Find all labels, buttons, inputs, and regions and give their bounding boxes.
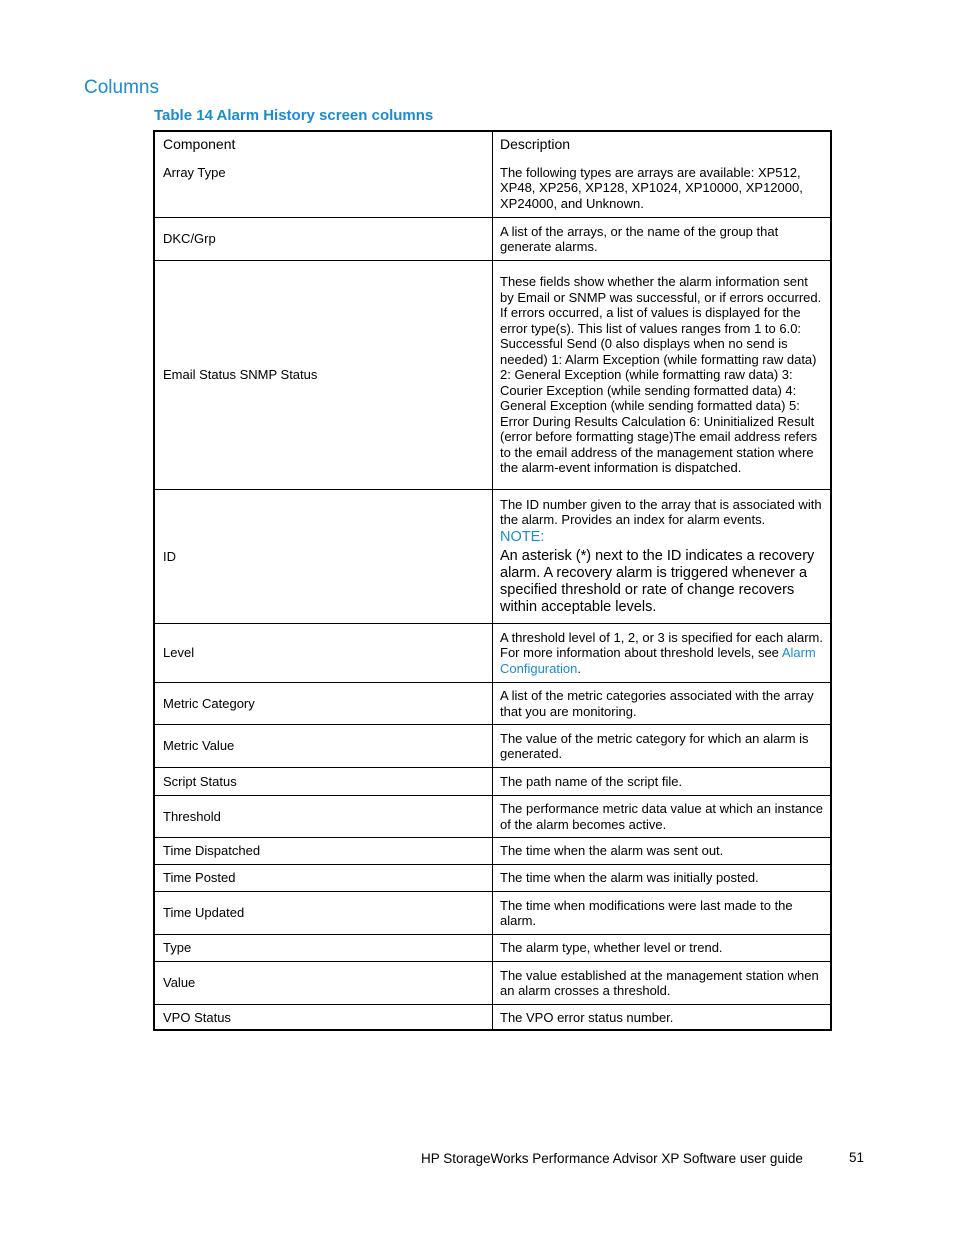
table-row bbox=[154, 795, 831, 837]
component-cell: Value bbox=[154, 961, 493, 1004]
table-row bbox=[154, 724, 831, 767]
component-cell: Level bbox=[154, 623, 493, 682]
alarm-history-columns-table bbox=[153, 130, 832, 1031]
section-title: Columns bbox=[84, 77, 159, 98]
table-row bbox=[154, 1004, 831, 1030]
component-cell: VPO Status bbox=[154, 1004, 493, 1030]
component-cell: Threshold bbox=[154, 795, 493, 837]
component-cell bbox=[154, 131, 493, 217]
component-label: Array Type bbox=[163, 164, 226, 180]
component-cell: Metric Category bbox=[154, 682, 493, 724]
component-cell: ID bbox=[154, 489, 493, 623]
table-row bbox=[154, 891, 831, 934]
table-row bbox=[154, 217, 831, 260]
description-cell: The time when the alarm was initially posted. bbox=[493, 864, 832, 891]
description-suffix: . bbox=[577, 660, 581, 676]
component-cell: DKC/Grp bbox=[154, 217, 493, 260]
description-cell: The VPO error status number. bbox=[493, 1004, 832, 1030]
component-cell: Type bbox=[154, 934, 493, 961]
description-cell: The value established at the management station when an alarm crosses a threshold. bbox=[493, 961, 832, 1004]
description-text: The ID number given to the array that is associated with the alarm. Provides an index for alarm events. bbox=[500, 496, 822, 528]
table-row bbox=[154, 623, 831, 682]
table-row bbox=[154, 767, 831, 795]
description-cell: These fields show whether the alarm information sent by Email or SNMP was successful, or if errors occurred. If errors occurred, a list of values is displayed for the error type(s). This list of values ranges from 1 to 6.0: Successful Send (0 also displays when no send is needed) 1: Alarm Exception (while formatting raw data) 2: General Exception (while formatting raw data) 3: Courier Exception (while sending formatted data) 4: General Exception (while sending formatted data) 5: Error During Results Calculation 6: Uninitialized Result (error before formatting stage)The email address refers to the email address of the management station where the alarm-event information is dispatched. bbox=[493, 260, 832, 489]
description-text: A threshold level of 1, 2, or 3 is specified for each alarm. For more information about threshold levels, see bbox=[500, 629, 824, 661]
table-row bbox=[154, 864, 831, 891]
page-number: 51 bbox=[849, 1150, 865, 1165]
description-cell: A list of the metric categories associated with the array that you are monitoring. bbox=[493, 682, 832, 724]
description-cell bbox=[493, 489, 832, 623]
description-cell: The performance metric data value at which an instance of the alarm becomes active. bbox=[493, 795, 832, 837]
description-cell: The path name of the script file. bbox=[493, 767, 832, 795]
table-row bbox=[154, 682, 831, 724]
table-row bbox=[154, 961, 831, 1004]
note-label: NOTE: bbox=[500, 528, 545, 545]
table-row bbox=[154, 260, 831, 489]
description-text: The following types are arrays are available: XP512, XP48, XP256, XP128, XP1024, XP10000, XP12000, XP24000, and Unknown. bbox=[500, 164, 803, 211]
table-row bbox=[154, 934, 831, 961]
table-row bbox=[154, 489, 831, 623]
component-cell: Email Status SNMP Status bbox=[154, 260, 493, 489]
description-cell: The time when the alarm was sent out. bbox=[493, 837, 832, 864]
component-header: Component bbox=[163, 136, 236, 152]
description-cell: A list of the arrays, or the name of the group that generate alarms. bbox=[493, 217, 832, 260]
table-row bbox=[154, 837, 831, 864]
description-cell bbox=[493, 131, 832, 217]
alarm-configuration-link[interactable]: Alarm Configuration bbox=[500, 645, 816, 676]
table-row bbox=[154, 131, 831, 217]
table-caption: Table 14 Alarm History screen columns bbox=[154, 107, 434, 124]
component-cell: Metric Value bbox=[154, 724, 493, 767]
component-cell: Time Posted bbox=[154, 864, 493, 891]
description-cell: The alarm type, whether level or trend. bbox=[493, 934, 832, 961]
description-cell: The time when modifications were last made to the alarm. bbox=[493, 891, 832, 934]
component-cell: Script Status bbox=[154, 767, 493, 795]
description-header: Description bbox=[500, 136, 571, 152]
description-cell: The value of the metric category for which an alarm is generated. bbox=[493, 724, 832, 767]
footer-title: HP StorageWorks Performance Advisor XP Software user guide bbox=[421, 1151, 803, 1166]
description-cell bbox=[493, 623, 832, 682]
component-cell: Time Updated bbox=[154, 891, 493, 934]
note-text: An asterisk (*) next to the ID indicates a recovery alarm. A recovery alarm is triggered whenever a specified threshold or rate of change recovers within acceptable levels. bbox=[500, 548, 815, 616]
component-cell: Time Dispatched bbox=[154, 837, 493, 864]
